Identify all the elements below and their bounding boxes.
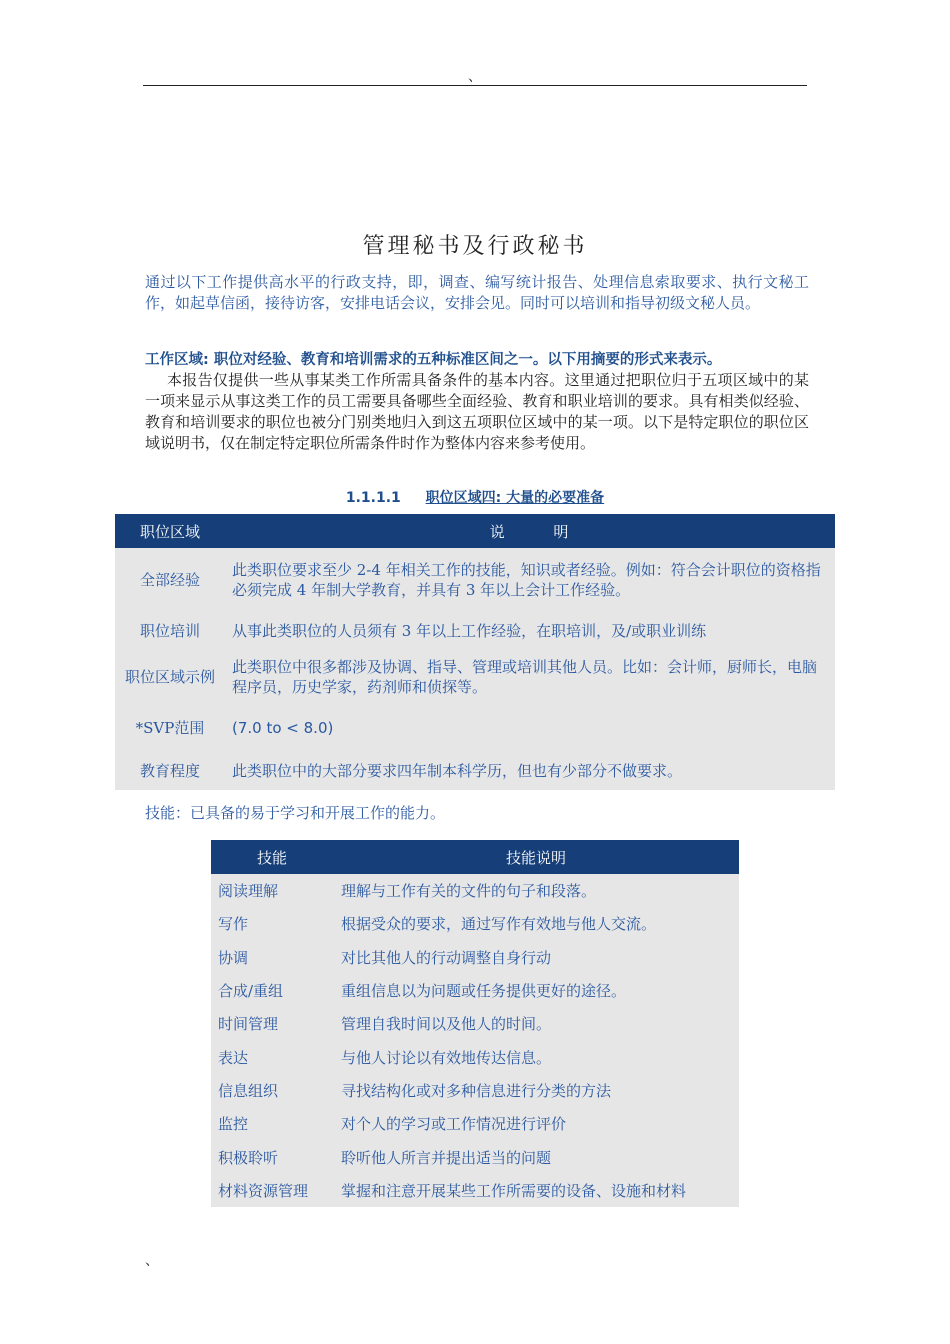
zone-label: *SVP范围 <box>115 704 225 752</box>
zone-label: 全部经验 <box>115 548 225 612</box>
table-row <box>115 612 835 650</box>
skill-name: 积极聆听 <box>211 1140 333 1173</box>
skill-desc: 聆听他人所言并提出适当的问题 <box>333 1140 739 1173</box>
table-row <box>211 1174 739 1207</box>
skills-header-skill: 技能 <box>211 840 333 874</box>
skill-name: 写作 <box>211 907 333 940</box>
zone-desc: (7.0 to < 8.0) <box>225 704 835 752</box>
header-rule <box>143 85 807 86</box>
skill-name: 合成/重组 <box>211 974 333 1007</box>
table-row <box>211 974 739 1007</box>
skill-name: 信息组织 <box>211 1074 333 1107</box>
section-heading: 工作区域: 职位对经验、教育和培训需求的五种标准区间之一。以下用摘要的形式来表示。 <box>145 352 722 368</box>
skill-desc: 重组信息以为问题或任务提供更好的途径。 <box>333 974 739 1007</box>
skills-header-desc: 技能说明 <box>333 840 739 874</box>
skill-name: 阅读理解 <box>211 874 333 907</box>
skill-desc: 根据受众的要求，通过写作有效地与他人交流。 <box>333 907 739 940</box>
skill-name: 协调 <box>211 941 333 974</box>
intro-paragraph: 通过以下工作提供高水平的行政支持，即，调查、编写统计报告、处理信息索取要求、执行文秘工作，如起草信函，接待访客，安排电话会议，安排会见。同时可以培训和指导初级文秘人员。 <box>145 273 809 312</box>
table-row <box>115 548 835 612</box>
skills-table-header <box>211 840 739 874</box>
skill-desc: 对个人的学习或工作情况进行评价 <box>333 1107 739 1140</box>
table-row <box>211 874 739 907</box>
zone-header-desc: 说 明 <box>225 514 835 548</box>
skill-desc: 寻找结构化或对多种信息进行分类的方法 <box>333 1074 739 1107</box>
table-row <box>211 1007 739 1040</box>
table-row <box>115 704 835 752</box>
caption-text: 职位区域四: 大量的必要准备 <box>425 490 605 506</box>
zone-table-header <box>115 514 835 548</box>
table-row <box>115 752 835 790</box>
zone-label: 职位区域示例 <box>115 650 225 704</box>
document-title: 管理秘书及行政秘书 <box>362 234 588 259</box>
table-caption <box>0 487 950 507</box>
skill-desc: 对比其他人的行动调整自身行动 <box>333 941 739 974</box>
table-row <box>211 941 739 974</box>
skill-name: 材料资源管理 <box>211 1174 333 1207</box>
table-row <box>211 1074 739 1107</box>
skill-name: 表达 <box>211 1040 333 1073</box>
footer-mark: 、 <box>145 1253 159 1269</box>
zone-desc: 从事此类职位的人员须有 3 年以上工作经验，在职培训，及/或职业训练 <box>225 612 835 650</box>
zone-label: 职位培训 <box>115 612 225 650</box>
skill-desc: 管理自我时间以及他人的时间。 <box>333 1007 739 1040</box>
skill-name: 监控 <box>211 1107 333 1140</box>
zone-label: 教育程度 <box>115 752 225 790</box>
skill-name: 时间管理 <box>211 1007 333 1040</box>
skills-table <box>211 840 739 1207</box>
table-row <box>211 1107 739 1140</box>
table-row <box>211 907 739 940</box>
header-mark: 、 <box>468 69 482 85</box>
skill-desc: 与他人讨论以有效地传达信息。 <box>333 1040 739 1073</box>
table-row <box>115 650 835 704</box>
zone-desc: 此类职位中很多都涉及协调、指导、管理或培训其他人员。比如：会计师，厨师长，电脑程序员，历史学家，药剂师和侦探等。 <box>225 650 835 704</box>
zone-table <box>115 514 835 790</box>
caption-number: 1.1.1.1 <box>345 490 401 506</box>
zone-desc: 此类职位中的大部分要求四年制本科学历，但也有少部分不做要求。 <box>225 752 835 790</box>
zone-desc: 此类职位要求至少 2-4 年相关工作的技能，知识或者经验。例如：符合会计职位的资格指必须完成 4 年制大学教育，并具有 3 年以上会计工作经验。 <box>225 548 835 612</box>
skills-intro: 技能：已具备的易于学习和开展工作的能力。 <box>145 804 446 822</box>
body-paragraph: 本报告仅提供一些从事某类工作所需具备条件的基本内容。这里通过把职位归于五项区域中的某一项来显示从事这类工作的员工需要具备哪些全面经验、教育和职业培训的要求。具有相类似经验、教育和培训要求的职位也被分门别类地归入到这五项职位区域中的某一项。以下是特定职位的职位区域说明书，仅在制定特定职位所需条件时作为整体内容来参考使用。 <box>145 371 809 452</box>
table-row <box>211 1140 739 1173</box>
skill-desc: 掌握和注意开展某些工作所需要的设备、设施和材料 <box>333 1174 739 1207</box>
table-row <box>211 1040 739 1073</box>
zone-header-label: 职位区域 <box>115 514 225 548</box>
skill-desc: 理解与工作有关的文件的句子和段落。 <box>333 874 739 907</box>
